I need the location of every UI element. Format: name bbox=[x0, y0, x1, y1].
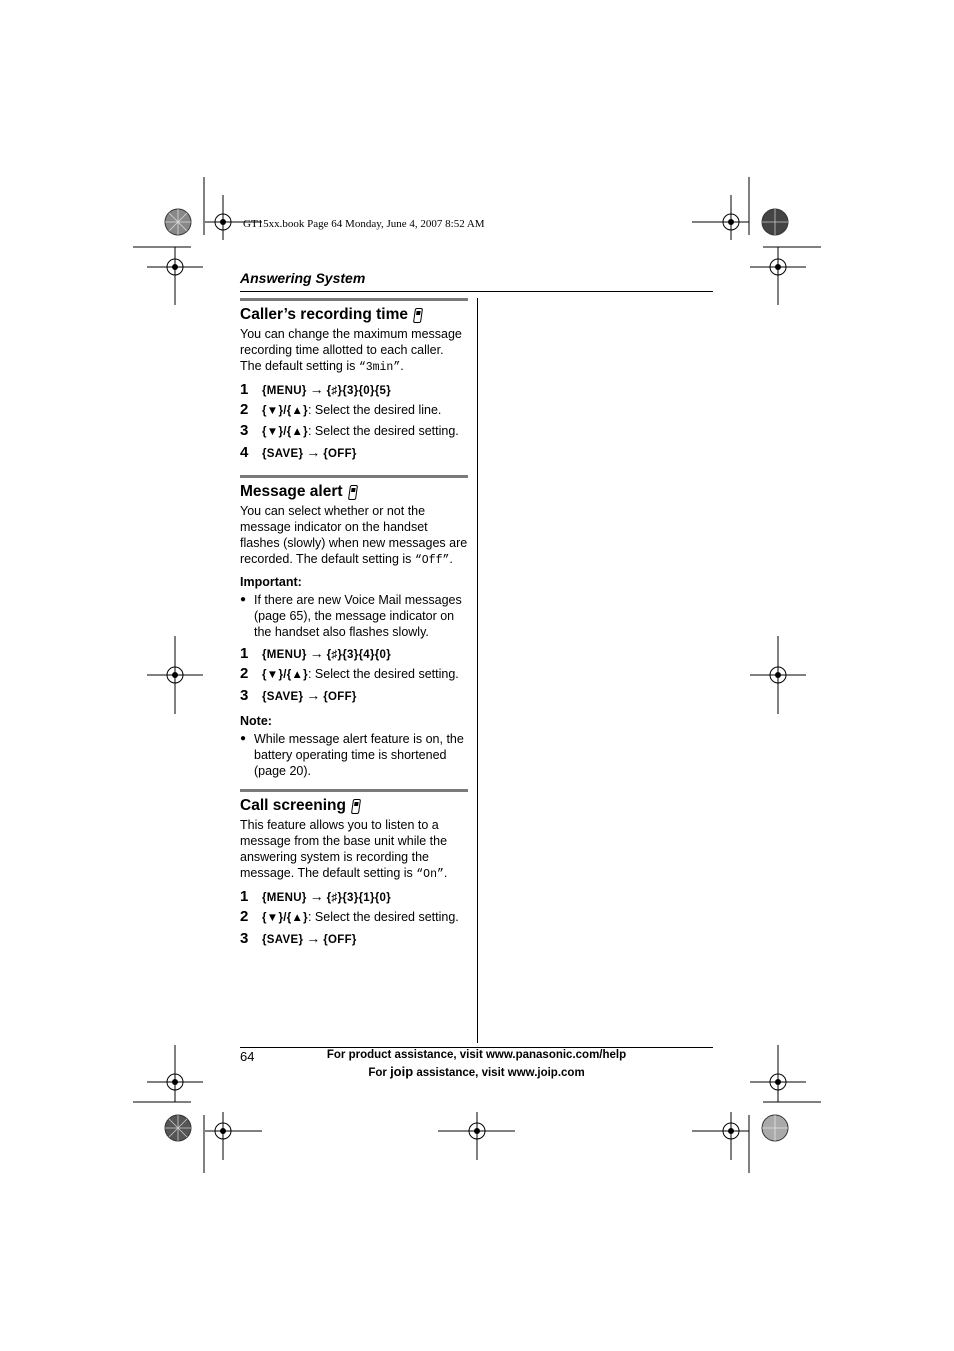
print-info: GT15xx.book Page 64 Monday, June 4, 2007 8:52 AM bbox=[243, 218, 485, 230]
handset-icon bbox=[347, 485, 357, 500]
step: 4 {SAVE} → {OFF} bbox=[240, 444, 357, 461]
section-message-alert bbox=[240, 475, 468, 779]
step: 2 {▼}/{▲}: Select the desired setting. bbox=[240, 908, 459, 925]
step: 2 {▼}/{▲}: Select the desired line. bbox=[240, 401, 442, 418]
section-description: You can change the maximum message recording time allotted to each caller. The default setting is “3min”. bbox=[240, 327, 462, 374]
section-rule bbox=[240, 298, 468, 301]
step-list bbox=[240, 888, 468, 951]
note-bullet: ● While message alert feature is on, the battery operating time is shortened (page 20). bbox=[240, 732, 464, 778]
step: 1 {MENU} → {♯}{3}{0}{5} bbox=[240, 381, 391, 398]
important-label: Important: bbox=[240, 575, 302, 589]
step-list bbox=[240, 645, 468, 708]
handset-icon bbox=[351, 799, 361, 814]
section-callers-recording-time bbox=[240, 298, 468, 465]
step-list bbox=[240, 381, 468, 465]
note-label: Note: bbox=[240, 714, 272, 728]
section-description: You can select whether or not the message indicator on the handset flashes (slowly) when new messages are recorded. The default setting is “Off”. bbox=[240, 504, 468, 567]
joip-logo: joip bbox=[390, 1064, 414, 1079]
handset-icon bbox=[413, 308, 423, 323]
column-divider bbox=[477, 298, 478, 1043]
page-number: 64 bbox=[240, 1049, 255, 1064]
important-bullet: ● If there are new Voice Mail messages (page 65), the message indicator on the handset also flashes slowly. bbox=[240, 593, 462, 639]
step: 3 {▼}/{▲}: Select the desired setting. bbox=[240, 422, 459, 439]
section-rule bbox=[240, 475, 468, 478]
section-title: Caller’s recording time bbox=[240, 305, 468, 325]
default-value: “Off” bbox=[414, 554, 450, 567]
footer-joip-line: For joip assistance, visit www.joip.com bbox=[368, 1064, 585, 1079]
footer-assistance-line: For product assistance, visit www.panasonic.com/help bbox=[326, 1049, 627, 1061]
section-title: Message alert bbox=[240, 482, 468, 502]
step: 3 {SAVE} → {OFF} bbox=[240, 930, 357, 947]
step: 1 {MENU} → {♯}{3}{1}{0} bbox=[240, 888, 391, 905]
page-header-title: Answering System bbox=[240, 270, 366, 286]
default-value: “On” bbox=[416, 868, 444, 881]
left-column bbox=[240, 298, 468, 961]
section-call-screening bbox=[240, 789, 468, 951]
header-rule bbox=[240, 291, 713, 292]
step: 1 {MENU} → {♯}{3}{4}{0} bbox=[240, 645, 391, 662]
default-value: “3min” bbox=[358, 361, 401, 374]
step: 2 {▼}/{▲}: Select the desired setting. bbox=[240, 665, 459, 682]
section-title: Call screening bbox=[240, 796, 468, 816]
bullet-icon: ● bbox=[240, 594, 247, 605]
step: 3 {SAVE} → {OFF} bbox=[240, 687, 357, 704]
bullet-icon: ● bbox=[240, 733, 247, 744]
section-description: This feature allows you to listen to a message from the base unit while the answering system is recording the message. The default setting is “On”. bbox=[240, 818, 448, 881]
footer-rule bbox=[240, 1047, 713, 1048]
section-rule bbox=[240, 789, 468, 792]
